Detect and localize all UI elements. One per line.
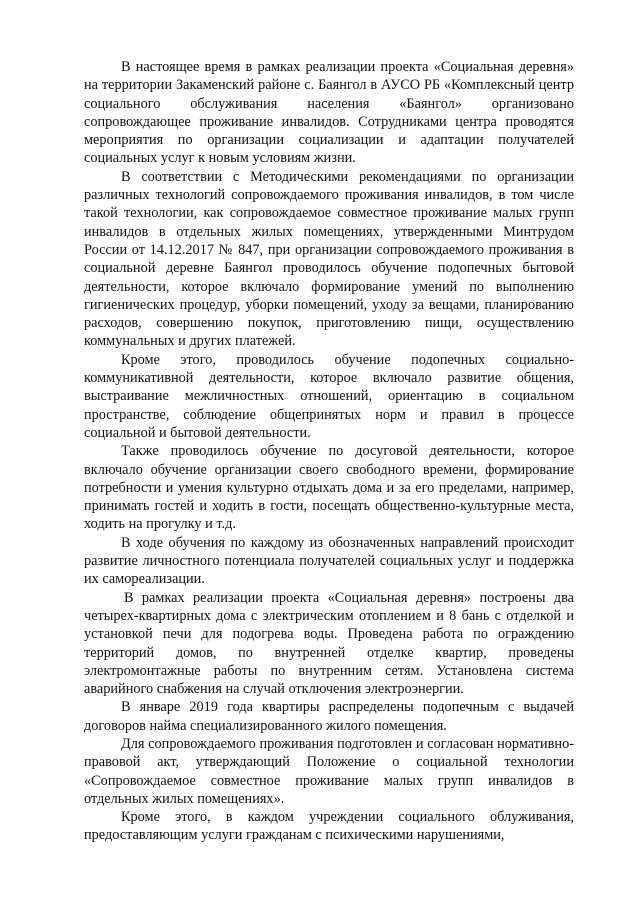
document-page [84,58,574,845]
paragraph-personal-potential: В ходе обучения по каждому из обозначенных направлений происходит развитие личностного потенциала получателей социальных услуг и поддержка их самореализации. [84,534,574,588]
paragraph-regulatory-act: Для сопровождаемого проживания подготовлен и согласован нормативно-правовой акт, утверждающий Положение о социальной технологии «Сопровождаемое совместное проживание малых групп инвалидов в отдельных жилых помещениях». [84,735,574,807]
paragraph-each-institution: Кроме этого, в каждом учреждении социального облуживания, предоставляющим услуги гражданам с психическими нарушениями, [84,809,574,844]
paragraph-construction: В рамках реализации проекта «Социальная деревня» построены два четырех-квартирных дома с электрическим отоплением и 8 бань с отделкой и установкой печи для подогрева воды. Проведена работа по ограждению территорий домов, по внутренней отделке квартир, проведены электромонтажные работы по внутренним сетям. Установлена система аварийного снабжения на случай отключения электроэнергии. [84,589,574,698]
paragraph-project-intro: В настоящее время в рамках реализации проекта «Социальная деревня» на территории Закаменский районе с. Баянгол в АУСО РБ «Комплексный центр социального обслуживания населения «Баянгол» организовано сопровождающее проживание инвалидов. Сотрудниками центра проводятся мероприятия по организации социализации и адаптации получателей социальных услуг к новым условиям жизни. [84,59,574,167]
paragraph-leisure-training: Также проводилось обучение по досуговой деятельности, которое включало обучение организации своего свободного времени, формирование потребности и умения культурно отдыхать дома и за его пределами, например, принимать гостей и ходить в гости, посещать общественно-культурные места, ходить на прогулку и т.д. [84,443,574,533]
paragraph-methodical-recommendations: В соответствии с Методическими рекомендациями по организации различных технологий сопровождаемого проживания инвалидов, в том числе такой технологии, как сопровождаемое совместное проживание малых групп инвалидов в отдельных жилых помещениях, утвержденными Минтрудом России от 14.12.2017 № 847, при организации сопровождаемого проживания в социальной деревне Баянгол проводилось обучение подопечных бытовой деятельности, которое включало формирование умений по выполнению гигиенических процедур, уборки помещений, уходу за вещами, планированию расходов, совершению покупок, приготовлению пищи, осуществлению коммунальных и других платежей. [84,168,574,350]
paragraph-apartments-distribution: В январе 2019 года квартиры распределены подопечным с выдачей договоров найма специализированного жилого помещения. [84,699,574,734]
paragraph-social-communication: Кроме этого, проводилось обучение подопечных социально-коммуникативной деятельности, которое включало развитие общения, выстраивание межличностных отношений, ориентацию в социальном пространстве, соблюдение общепринятых норм и правил в процессе социальной и бытовой деятельности. [84,351,574,441]
